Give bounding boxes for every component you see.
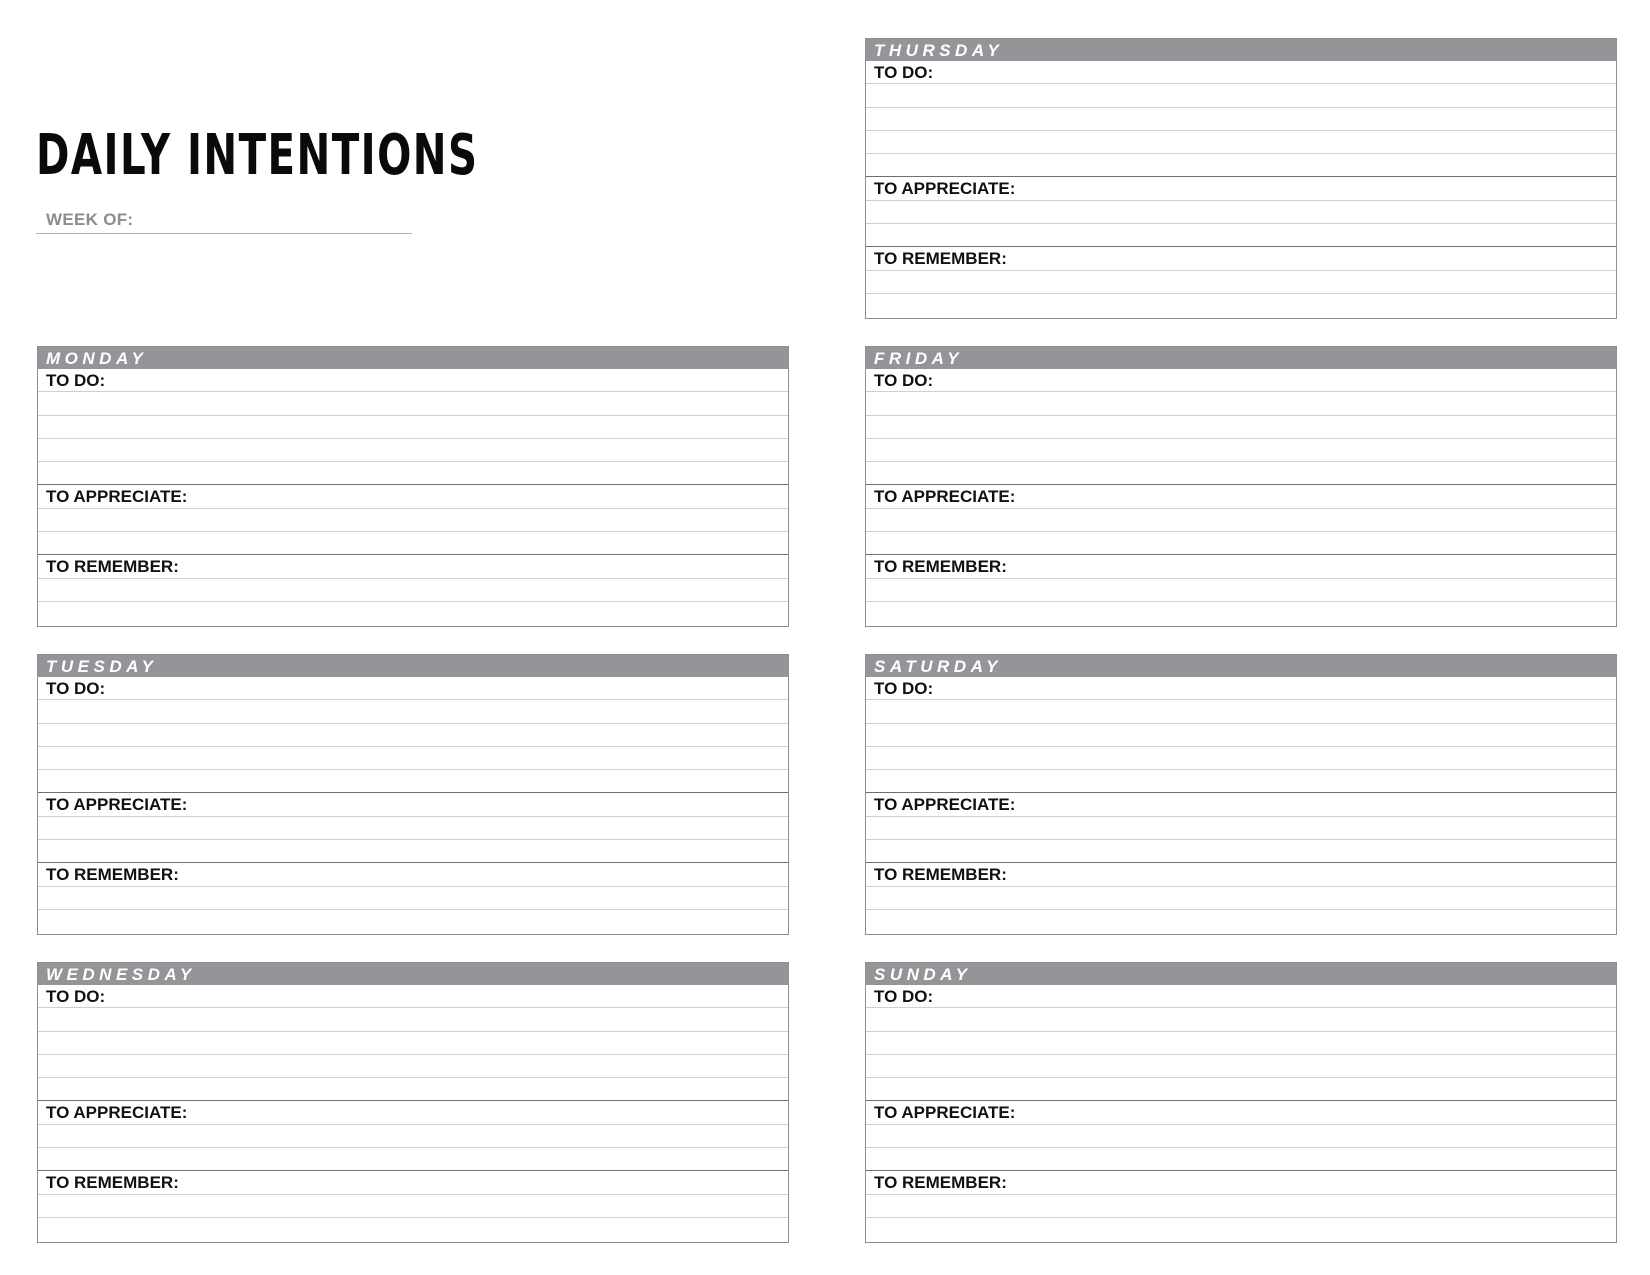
remember-line[interactable] bbox=[866, 1218, 1616, 1241]
week-of-label: WEEK OF: bbox=[46, 210, 134, 229]
todo-row[interactable] bbox=[866, 369, 1616, 392]
remember-label: TO REMEMBER: bbox=[874, 557, 1007, 577]
appreciate-line[interactable] bbox=[866, 201, 1616, 224]
todo-row[interactable] bbox=[866, 985, 1616, 1008]
appreciate-line[interactable] bbox=[38, 509, 788, 532]
day-card-thursday bbox=[865, 38, 1617, 319]
remember-line[interactable] bbox=[866, 294, 1616, 317]
appreciate-row[interactable] bbox=[866, 177, 1616, 200]
todo-line[interactable] bbox=[866, 392, 1616, 415]
page-title: DAILY INTENTIONS bbox=[36, 123, 479, 188]
appreciate-label: TO APPRECIATE: bbox=[874, 179, 1016, 199]
todo-line[interactable] bbox=[38, 1008, 788, 1031]
todo-line[interactable] bbox=[38, 724, 788, 747]
todo-line[interactable] bbox=[866, 1032, 1616, 1055]
appreciate-row[interactable] bbox=[866, 1101, 1616, 1124]
appreciate-line[interactable] bbox=[38, 1125, 788, 1148]
remember-line[interactable] bbox=[38, 1218, 788, 1241]
day-header-wednesday: WEDNESDAY bbox=[38, 963, 788, 985]
todo-line[interactable] bbox=[866, 1055, 1616, 1078]
todo-line[interactable] bbox=[866, 131, 1616, 154]
todo-line[interactable] bbox=[38, 1078, 788, 1101]
remember-line[interactable] bbox=[866, 1195, 1616, 1218]
day-header-monday: MONDAY bbox=[38, 347, 788, 369]
day-card-wednesday bbox=[37, 962, 789, 1243]
remember-row[interactable] bbox=[866, 1171, 1616, 1194]
day-header-sunday: SUNDAY bbox=[866, 963, 1616, 985]
appreciate-label: TO APPRECIATE: bbox=[46, 487, 188, 507]
todo-line[interactable] bbox=[866, 1008, 1616, 1031]
remember-line[interactable] bbox=[38, 1195, 788, 1218]
remember-label: TO REMEMBER: bbox=[874, 1173, 1007, 1193]
appreciate-row[interactable] bbox=[38, 1101, 788, 1124]
todo-line[interactable] bbox=[866, 747, 1616, 770]
day-header-friday: FRIDAY bbox=[866, 347, 1616, 369]
appreciate-row[interactable] bbox=[866, 485, 1616, 508]
todo-row[interactable] bbox=[866, 677, 1616, 700]
todo-row[interactable] bbox=[866, 61, 1616, 84]
appreciate-label: TO APPRECIATE: bbox=[46, 795, 188, 815]
day-card-friday bbox=[865, 346, 1617, 627]
appreciate-label: TO APPRECIATE: bbox=[46, 1103, 188, 1123]
todo-line[interactable] bbox=[38, 1032, 788, 1055]
todo-line[interactable] bbox=[38, 416, 788, 439]
appreciate-row[interactable] bbox=[38, 485, 788, 508]
todo-row[interactable] bbox=[38, 369, 788, 392]
remember-row[interactable] bbox=[38, 863, 788, 886]
todo-line[interactable] bbox=[866, 84, 1616, 107]
appreciate-line[interactable] bbox=[866, 1148, 1616, 1171]
day-card-tuesday bbox=[37, 654, 789, 935]
appreciate-row[interactable] bbox=[38, 793, 788, 816]
day-header-thursday: THURSDAY bbox=[866, 39, 1616, 61]
todo-row[interactable] bbox=[38, 677, 788, 700]
todo-line[interactable] bbox=[38, 747, 788, 770]
appreciate-line[interactable] bbox=[866, 532, 1616, 555]
day-card-saturday bbox=[865, 654, 1617, 935]
remember-label: TO REMEMBER: bbox=[874, 865, 1007, 885]
todo-line[interactable] bbox=[38, 439, 788, 462]
todo-label: TO DO: bbox=[874, 987, 934, 1006]
todo-label: TO DO: bbox=[874, 679, 934, 698]
todo-line[interactable] bbox=[38, 462, 788, 485]
remember-line[interactable] bbox=[38, 579, 788, 602]
todo-line[interactable] bbox=[866, 462, 1616, 485]
week-of-field[interactable] bbox=[36, 206, 412, 234]
todo-label: TO DO: bbox=[46, 987, 106, 1006]
appreciate-label: TO APPRECIATE: bbox=[874, 487, 1016, 507]
todo-label: TO DO: bbox=[46, 679, 106, 698]
day-card-sunday bbox=[865, 962, 1617, 1243]
appreciate-line[interactable] bbox=[38, 817, 788, 840]
appreciate-line[interactable] bbox=[866, 1125, 1616, 1148]
remember-line[interactable] bbox=[866, 910, 1616, 933]
appreciate-line[interactable] bbox=[38, 532, 788, 555]
remember-line[interactable] bbox=[866, 579, 1616, 602]
todo-line[interactable] bbox=[38, 700, 788, 723]
appreciate-line[interactable] bbox=[866, 224, 1616, 247]
day-header-saturday: SATURDAY bbox=[866, 655, 1616, 677]
todo-line[interactable] bbox=[866, 108, 1616, 131]
appreciate-row[interactable] bbox=[866, 793, 1616, 816]
appreciate-line[interactable] bbox=[866, 840, 1616, 863]
todo-line[interactable] bbox=[866, 416, 1616, 439]
todo-line[interactable] bbox=[866, 770, 1616, 793]
remember-line[interactable] bbox=[38, 887, 788, 910]
remember-line[interactable] bbox=[38, 602, 788, 625]
appreciate-line[interactable] bbox=[38, 840, 788, 863]
remember-row[interactable] bbox=[38, 1171, 788, 1194]
todo-line[interactable] bbox=[866, 700, 1616, 723]
appreciate-label: TO APPRECIATE: bbox=[874, 1103, 1016, 1123]
todo-label: TO DO: bbox=[874, 371, 934, 390]
remember-row[interactable] bbox=[866, 863, 1616, 886]
todo-line[interactable] bbox=[866, 439, 1616, 462]
todo-line[interactable] bbox=[866, 1078, 1616, 1101]
todo-line[interactable] bbox=[866, 154, 1616, 177]
day-card-monday bbox=[37, 346, 789, 627]
todo-line[interactable] bbox=[38, 1055, 788, 1078]
appreciate-line[interactable] bbox=[866, 509, 1616, 532]
remember-row[interactable] bbox=[866, 555, 1616, 578]
day-header-tuesday: TUESDAY bbox=[38, 655, 788, 677]
remember-line[interactable] bbox=[866, 602, 1616, 625]
appreciate-label: TO APPRECIATE: bbox=[874, 795, 1016, 815]
todo-label: TO DO: bbox=[874, 63, 934, 82]
appreciate-line[interactable] bbox=[866, 817, 1616, 840]
todo-line[interactable] bbox=[38, 392, 788, 415]
todo-label: TO DO: bbox=[46, 371, 106, 390]
todo-line[interactable] bbox=[866, 724, 1616, 747]
remember-row[interactable] bbox=[866, 247, 1616, 270]
remember-line[interactable] bbox=[866, 271, 1616, 294]
todo-row[interactable] bbox=[38, 985, 788, 1008]
remember-line[interactable] bbox=[866, 887, 1616, 910]
remember-line[interactable] bbox=[38, 910, 788, 933]
todo-line[interactable] bbox=[38, 770, 788, 793]
appreciate-line[interactable] bbox=[38, 1148, 788, 1171]
remember-label: TO REMEMBER: bbox=[46, 1173, 179, 1193]
remember-row[interactable] bbox=[38, 555, 788, 578]
remember-label: TO REMEMBER: bbox=[46, 557, 179, 577]
remember-label: TO REMEMBER: bbox=[874, 249, 1007, 269]
remember-label: TO REMEMBER: bbox=[46, 865, 179, 885]
